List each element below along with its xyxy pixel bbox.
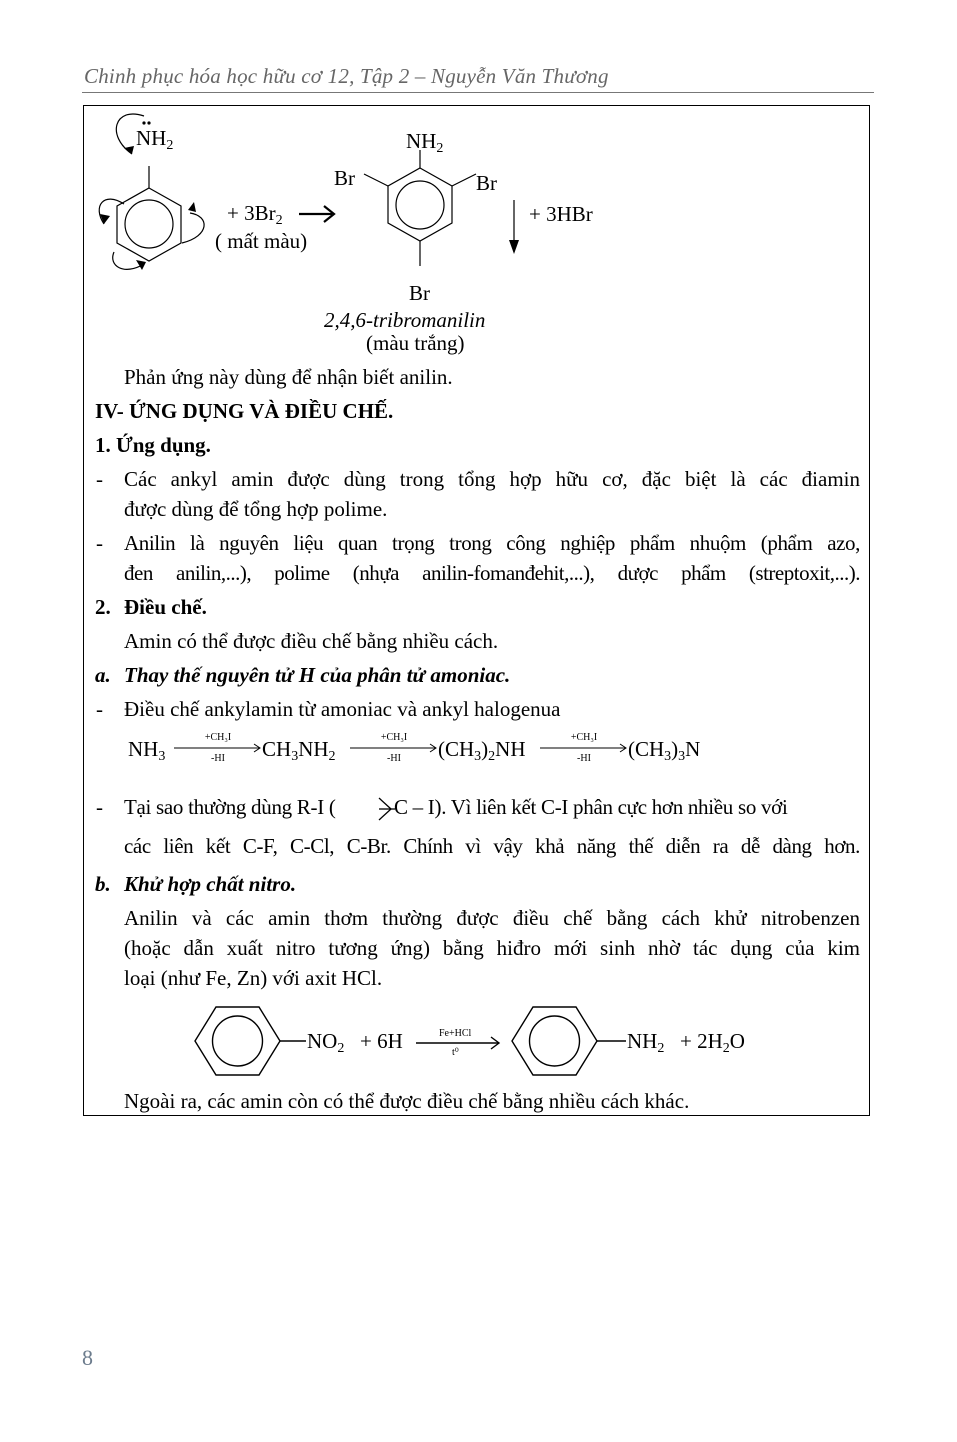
- aniline-nh2-label: $NH_2$: [136, 126, 174, 153]
- arrow-icon: [540, 743, 628, 753]
- bromine-reagent: + $3Br_2$: [227, 201, 283, 228]
- subheading-num: 2.: [95, 595, 111, 619]
- methylamine-formula: $CH_3NH_2$: [262, 737, 336, 764]
- arrow-label-bottom: -HI: [577, 753, 591, 764]
- arrow-label-bottom: t⁰: [452, 1047, 459, 1058]
- ri-text-part1: Tại sao thường dùng R-I (: [124, 795, 336, 819]
- bullet-dash: -: [96, 467, 103, 491]
- product-color: (màu trắng): [366, 331, 465, 355]
- product-name: 2,4,6-tribromanilin: [324, 308, 486, 332]
- subsection-nitro-reduction: Khử hợp chất nitro.: [124, 872, 297, 896]
- subsection-letter: b.: [95, 872, 111, 896]
- arrow-icon: [174, 743, 262, 753]
- bullet-dash: -: [96, 697, 103, 721]
- arrow-label-top: +CH₃I: [570, 732, 598, 743]
- methods-sentence: Amin có thể được điều chế bằng nhiều cách.: [124, 629, 499, 653]
- nitro-paragraph-line: (hoặc dẫn xuất nitro tương ứng) bằng hiđro mới sinh nhờ tác dụng của kim: [124, 936, 860, 960]
- product-nh2-label: $NH_2$: [406, 129, 444, 156]
- bullet-dash: -: [96, 531, 103, 555]
- subheading-preparation: Điều chế.: [124, 595, 207, 619]
- arrow-label-top: +CH₃I: [204, 732, 232, 743]
- bullet-text-line: Anilin là nguyên liệu quan trọng trong công nghiệp phẩm nhuộm (phẩm azo,: [124, 531, 860, 555]
- bullet-text-line: các liên kết C-F, C-Cl, C-Br. Chính vì vậy khả năng thế diễn ra dễ dàng hơn.: [124, 834, 860, 858]
- subheading-applications: 1. Ứng dụng.: [95, 433, 211, 457]
- reaction-arrow: [540, 732, 628, 764]
- nitro-group: $NO_2$: [307, 1029, 345, 1056]
- nitro-paragraph-line: Anilin và các amin thơm thường được điều chế bằng cách khử nitrobenzen: [124, 906, 860, 930]
- arrow-icon: [350, 743, 438, 753]
- page-number: 8: [82, 1345, 93, 1370]
- reaction-arrow: [350, 732, 438, 764]
- bullet-dash: -: [96, 795, 103, 819]
- nh3-formula: $NH_3$: [128, 737, 166, 764]
- reaction-arrow: [174, 732, 262, 764]
- dimethylamine-formula: $(CH_3)_2NH$: [438, 737, 526, 764]
- arrow-label-bottom: -HI: [387, 753, 401, 764]
- amine-group: $NH_2$: [627, 1029, 665, 1056]
- reaction-methylation-chain: [128, 732, 728, 772]
- section-heading-iv: IV- ỨNG DỤNG VÀ ĐIỀU CHẾ.: [95, 399, 394, 423]
- closing-sentence: Ngoài ra, các amin còn có thể được điều chế bằng nhiều cách khác.: [124, 1089, 690, 1113]
- identify-sentence: Phản ứng này dùng để nhận biết anilin.: [124, 365, 453, 389]
- subsection-letter: a.: [95, 663, 111, 687]
- water-byproduct: + $2H_2O$: [680, 1029, 745, 1056]
- arrow-label-bottom: -HI: [211, 753, 225, 764]
- reaction-nitrobenzene-reduction: [194, 1001, 794, 1081]
- book-title: Chinh phục hóa học hữu cơ 12, Tập 2 – Nguyễn Văn Thương: [84, 64, 609, 88]
- arrow-label-top: Fe+HCl: [439, 1028, 472, 1039]
- bullet-text-line: Các ankyl amin được dùng trong tổng hợp hữu cơ, đặc biệt là các điamin: [124, 467, 860, 491]
- trimethylamine-formula: $(CH_3)_3N$: [628, 737, 701, 764]
- hbr-byproduct: + 3HBr: [529, 202, 593, 226]
- alkylamin-preparation-text: Điều chế ankylamin từ amoniac và ankyl halogenua: [124, 697, 561, 721]
- hydrogen-reagent: + 6H: [360, 1029, 403, 1053]
- page-header: [82, 60, 874, 93]
- nitro-paragraph-line: loại (như Fe, Zn) với axit HCl.: [124, 966, 383, 990]
- ri-text-part2: C – I). Vì liên kết C-I phân cực hơn nhiều so với: [394, 795, 788, 819]
- br-left-label: Br: [334, 166, 355, 190]
- br-right-label: Br: [476, 171, 497, 195]
- bullet-text-line: đen anilin,...), polime (nhựa anilin-fomanđehit,...), dược phẩm (streptoxit,...).: [124, 561, 860, 585]
- content-box: [83, 105, 870, 1116]
- bullet-text-line: được dùng để tổng hợp polime.: [124, 497, 388, 521]
- br-bottom-label: Br: [409, 281, 430, 305]
- reagent-note: ( mất màu): [215, 229, 308, 253]
- subsection-ammonia-substitution: Thay thế nguyên tử H của phân tử amoniac.: [124, 663, 511, 687]
- arrow-label-top: +CH₃I: [380, 732, 408, 743]
